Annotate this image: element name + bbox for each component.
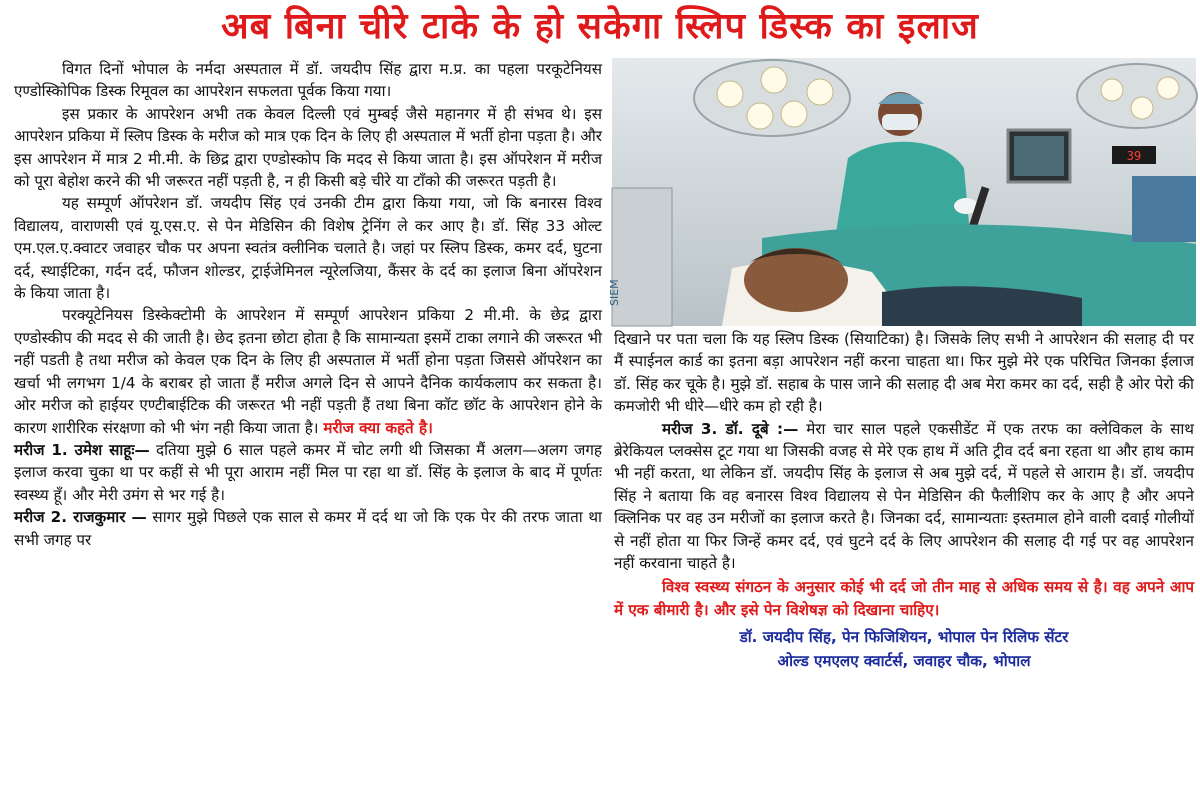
paragraph-discectomy xyxy=(14,304,602,438)
patient-2-continuation: दिखाने पर पता चला कि यह स्लिप डिस्क (सियाटिका) है। जिसके लिए सभी ने आपरेशन की सलाह दी पर मैं स्पाईनल कार्ड का इतना बड़ा आपरेशन नहीं करना चाहता था। फिर मुझे मेरे एक परिचित जिनका ईलाज डॉ. सिंह कर चूके है। मुझे डॉ. सहाब के पास जाने की सलाह दी अब मेरा कमर का दर्द, सही है ओर पेरो की कमजोरी भी धीरे—धीरे कम हो रही है। xyxy=(614,330,1194,416)
patient-3-testimonial xyxy=(614,418,1194,575)
surgical-lamp-left-icon xyxy=(694,60,850,136)
monitor-display-icon xyxy=(1014,136,1064,176)
equipment-panel-icon xyxy=(1132,176,1196,242)
contact-line-1: डॉ. जयदीप सिंह, पेन फिजिशियन, भोपाल पेन रिलिफ सेंटर xyxy=(739,628,1069,647)
headline: अब बिना चीरे टाके के हो सकेगा स्लिप डिस्क का इलाज xyxy=(221,6,979,47)
who-note: विश्व स्वस्थ्य संगठन के अनुसार कोई भी दर्द जो तीन माह से अधिक समय से है। वह अपने आप में एक बीमारी है। और इसे पेन विशेषज्ञ को दिखाना चाहिए। xyxy=(614,578,1194,619)
right-column xyxy=(614,328,1194,798)
contact-block xyxy=(614,625,1194,673)
left-column xyxy=(14,58,602,796)
paragraph-intro: विगत दिनों भोपाल के नर्मदा अस्पताल में डॉ. जयदीप सिंह द्वारा म.प्र. का पहला परकूटेनियस एण्डोस्किोपिक डिस्क रिमूवल का आपरेशन सफलता पूर्वक किया गया। xyxy=(14,60,602,101)
paragraph-procedure: इस प्रकार के आपरेशन अभी तक केवल दिल्ली एवं मुम्बई जैसे महानगर में ही संभव थे। इस आपरेशन प्रकिया में स्लिप डिस्क के मरीज को मात्र एक दिन के लिए ही अस्पताल में भर्ती होना पड़ता है। और इस आपरेशन में मात्र 2 मी.मी. के छिद्र द्वारा एण्डोस्कोप कि मदद से किया जाता है। इस ऑपरेशन में मरीज को पूरा बेहोश करने की भी जरूरत नहीं पड़ती है, न ही किसी बड़े चीरे या टाँको की जरूरत पड़ती है। xyxy=(14,104,602,191)
monitor-readout: 39 xyxy=(1126,149,1142,163)
patient-2-label: मरीज 2. राजकुमार — xyxy=(14,508,147,527)
surgery-photo xyxy=(608,58,1196,326)
patient-3-label: मरीज 3. डॉ. दूबे :— xyxy=(662,419,799,438)
paragraph-discectomy-text: परक्यूटेनियस डिस्केक्टोमी के आपरेशन में सम्पूर्ण आपरेशन प्रकिया 2 मी.मी. के छेद्र द्वारा एण्डोस्कीप की मदद से की जाती है। छेद इतना छोटा होता है कि सामान्यता इसमें टाका लगाने की जरूरत भी नहीं पडती है तथा मरीज को केवल एक दिन के लिए ही अस्पताल में भर्ती होना पड़ता जिससे ऑपरेशन का खर्चा भी लगभग 1/4 के बराबर हो जाता हैं मरीज अगले दिन से आपने दैनिक कार्यकलाप कर सकता है। ओर मरीज को हाईयर एण्टीबाईटिक की जरूरत भी नहीं पड़ती हैं तथा बिना कॉट छॉट के आपरेशन होने के कारण शारीरिक संरक्षणा को भी भंग नही किया जाता है। xyxy=(14,306,602,437)
device-label: SIEM xyxy=(608,279,621,306)
paragraph-doctor-team: यह सम्पूर्ण ऑपरेशन डॉ. जयदीप सिंह एवं उनकी टीम द्वारा किया गया, जो कि बनारस विश्व विद्यालय, वाराणसी एवं यू.एस.ए. से पेन मेडिसिन की विशेष ट्रेनिंग ले कर आए है। डॉ. सिंह 33 ओल्ट एम.एल.ए.क्वाटर जवाहर चौक पर अपना स्वतंत्र क्लीनिक चलाते है। जहां पर स्लिप डिस्क, कमर दर्द, घुटना दर्द, स्थाईटिका, गर्दन दर्द, फौजन शोल्डर, ट्राईजेमिनल न्यूरेलजिया, कैंसर के दर्द का इलाज बिना ऑपरेशन के किया जाता है। xyxy=(14,194,602,303)
section-heading-patients: मरीज क्या कहते है। xyxy=(323,418,433,437)
patient-2-text: सागर मुझे पिछले एक साल से कमर में दर्द था जो कि एक पेर की तरफ जाता था सभी जगह पर xyxy=(14,508,602,549)
patient-3-text: मेरा चार साल पहले एकसीडेंट में एक तरफ का क्लेविकल के साथ ब्रेरेकियल प्लक्सेस टूट गया था जिसकी वजह से मेरे एक हाथ में अति ट्रीव दर्द बना रहता था और हाथ काम भी नहीं करता, था लेकिन डॉ. जयदीप सिंह के इलाज से अब मुझे दर्द, में पहले से आराम है। डॉ. जयदीप सिंह ने बताया कि वह बनारस विश्व विद्यालय से पेन मेडिसिन की फैलीशिप कर के आए है और अपने क्लिनिक पर वह उन मरीजों का इलाज करते है। जिनका दर्द, सामान्यताः इस्तमाल होने वाली दवाई गोलीयों से नहीं होता या फिर जिन्हें कमर दर्द, एवं घुटने दर्द के लिए आपरेशन की सलाह दी गई पर वह आपरेशन नहीं करवाना चाहते है। xyxy=(614,419,1195,573)
patient-1-label: मरीज 1. उमेश साहूः— xyxy=(14,440,150,459)
patient-1-text: दतिया मुझे 6 साल पहले कमर में चोट लगी थी जिसका मैं अलग—अलग जगह इलाज करवा चुका था पर कहीं से भी पूरा आराम नहीं मिल पा रहा था डॉ. सिंह के इलाज के बाद में पूर्णतः स्वस्थ्य हूँ। और मेरी उमंग से भर गई है। xyxy=(14,440,603,504)
surgery-photo-illustration xyxy=(608,58,1196,326)
c-arm-device-icon xyxy=(612,188,672,326)
surgical-lamp-right-icon xyxy=(1077,64,1197,128)
contact-line-2: ओल्ड एमएलए क्वार्टर्स, जवाहर चौक, भोपाल xyxy=(777,652,1031,671)
patient-2-testimonial xyxy=(14,506,602,551)
patient-1-testimonial xyxy=(14,439,602,506)
